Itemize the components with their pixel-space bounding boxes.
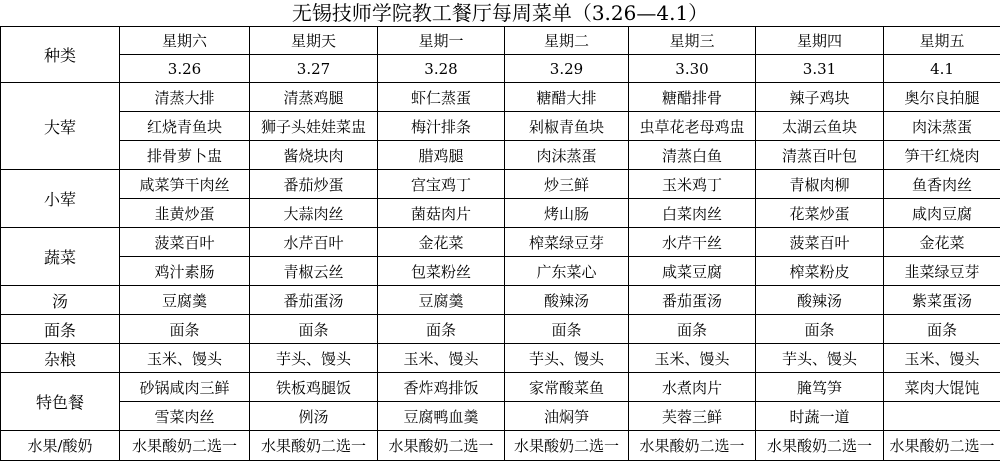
dish-cell: 笋干红烧肉 bbox=[884, 141, 1000, 170]
dish-cell: 家常酸菜鱼 bbox=[505, 373, 629, 402]
dish-cell: 菠菜百叶 bbox=[756, 228, 884, 257]
dish-cell: 韭黄炒蛋 bbox=[120, 199, 250, 228]
weekday-header: 星期四 bbox=[756, 27, 884, 55]
dish-cell: 面条 bbox=[884, 315, 1000, 344]
dish-cell: 水果酸奶二选一 bbox=[250, 431, 378, 461]
dish-cell: 宫宝鸡丁 bbox=[378, 170, 505, 199]
dish-cell: 红烧青鱼块 bbox=[120, 112, 250, 141]
weekday-header: 星期五 bbox=[884, 27, 1000, 55]
fruit-row bbox=[1, 431, 1000, 461]
dish-cell: 腌笃笋 bbox=[756, 373, 884, 402]
date-header: 3.29 bbox=[505, 55, 629, 83]
table-row bbox=[1, 344, 1000, 373]
dish-cell: 花菜炒蛋 bbox=[756, 199, 884, 228]
dish-cell: 面条 bbox=[629, 315, 756, 344]
menu-title: 无锡技师学院教工餐厅每周菜单（3.26—4.1） bbox=[291, 1, 709, 25]
dish-cell: 大蒜肉丝 bbox=[250, 199, 378, 228]
dish-cell: 番茄蛋汤 bbox=[629, 286, 756, 315]
dish-cell: 玉米、馒头 bbox=[120, 344, 250, 373]
category-label: 水果/酸奶 bbox=[1, 431, 120, 461]
category-label: 特色餐 bbox=[1, 373, 120, 431]
dish-cell: 包菜粉丝 bbox=[378, 257, 505, 286]
dish-cell: 番茄蛋汤 bbox=[250, 286, 378, 315]
dish-cell: 水煮肉片 bbox=[629, 373, 756, 402]
table-row bbox=[1, 286, 1000, 315]
dish-cell: 番茄炒蛋 bbox=[250, 170, 378, 199]
dish-cell: 鱼香肉丝 bbox=[884, 170, 1000, 199]
dish-cell: 排骨萝卜盅 bbox=[120, 141, 250, 170]
dish-cell: 糖醋排骨 bbox=[629, 83, 756, 112]
dish-cell: 白菜肉丝 bbox=[629, 199, 756, 228]
weekday-header: 星期天 bbox=[250, 27, 378, 55]
date-header: 3.26 bbox=[120, 55, 250, 83]
category-label: 大荤 bbox=[1, 83, 120, 170]
dish-cell: 清蒸白鱼 bbox=[629, 141, 756, 170]
dish-cell: 青椒肉柳 bbox=[756, 170, 884, 199]
dish-cell: 清蒸鸡腿 bbox=[250, 83, 378, 112]
dish-cell: 金花菜 bbox=[884, 228, 1000, 257]
table-row bbox=[1, 402, 1000, 431]
dish-cell: 水果酸奶二选一 bbox=[756, 431, 884, 461]
date-header: 3.27 bbox=[250, 55, 378, 83]
dish-cell: 芋头、馒头 bbox=[756, 344, 884, 373]
dish-cell: 剁椒青鱼块 bbox=[505, 112, 629, 141]
dish-cell: 砂锅咸肉三鲜 bbox=[120, 373, 250, 402]
table-row bbox=[1, 170, 1000, 199]
dish-cell: 虫草花老母鸡盅 bbox=[629, 112, 756, 141]
dish-cell: 太湖云鱼块 bbox=[756, 112, 884, 141]
dish-cell: 狮子头娃娃菜盅 bbox=[250, 112, 378, 141]
dish-cell: 例汤 bbox=[250, 402, 378, 431]
date-header: 3.31 bbox=[756, 55, 884, 83]
dish-cell: 面条 bbox=[505, 315, 629, 344]
dish-cell: 糖醋大排 bbox=[505, 83, 629, 112]
weekday-header: 星期一 bbox=[378, 27, 505, 55]
dish-cell: 梅汁排条 bbox=[378, 112, 505, 141]
table-row bbox=[1, 141, 1000, 170]
category-label: 汤 bbox=[1, 286, 120, 315]
category-header: 种类 bbox=[1, 27, 120, 83]
dish-cell: 辣子鸡块 bbox=[756, 83, 884, 112]
category-label: 杂粮 bbox=[1, 344, 120, 373]
table-row bbox=[1, 228, 1000, 257]
dish-cell: 面条 bbox=[378, 315, 505, 344]
dish-cell: 水果酸奶二选一 bbox=[505, 431, 629, 461]
table-row bbox=[1, 112, 1000, 141]
dish-cell: 水果酸奶二选一 bbox=[378, 431, 505, 461]
dish-cell: 韭菜绿豆芽 bbox=[884, 257, 1000, 286]
dish-cell bbox=[884, 402, 1000, 431]
dish-cell: 榨菜粉皮 bbox=[756, 257, 884, 286]
dish-cell: 玉米、馒头 bbox=[884, 344, 1000, 373]
dish-cell: 广东菜心 bbox=[505, 257, 629, 286]
table-row bbox=[1, 83, 1000, 112]
dish-cell: 面条 bbox=[120, 315, 250, 344]
dish-cell: 金花菜 bbox=[378, 228, 505, 257]
dish-cell: 炒三鲜 bbox=[505, 170, 629, 199]
table-row bbox=[1, 199, 1000, 228]
dish-cell: 芙蓉三鲜 bbox=[629, 402, 756, 431]
dish-cell: 水芹干丝 bbox=[629, 228, 756, 257]
dish-cell: 玉米鸡丁 bbox=[629, 170, 756, 199]
dish-cell: 虾仁蒸蛋 bbox=[378, 83, 505, 112]
weekday-header: 星期三 bbox=[629, 27, 756, 55]
dish-cell: 时蔬一道 bbox=[756, 402, 884, 431]
dish-cell: 酸辣汤 bbox=[505, 286, 629, 315]
weekly-menu-table bbox=[0, 26, 1000, 461]
category-label: 面条 bbox=[1, 315, 120, 344]
dish-cell: 肉沫蒸蛋 bbox=[505, 141, 629, 170]
dish-cell: 奥尔良拍腿 bbox=[884, 83, 1000, 112]
dish-cell: 烤山肠 bbox=[505, 199, 629, 228]
weekday-header: 星期二 bbox=[505, 27, 629, 55]
dish-cell: 酱烧块肉 bbox=[250, 141, 378, 170]
dish-cell: 咸菜豆腐 bbox=[629, 257, 756, 286]
dish-cell: 青椒云丝 bbox=[250, 257, 378, 286]
table-row bbox=[1, 315, 1000, 344]
date-header: 3.28 bbox=[378, 55, 505, 83]
dish-cell: 铁板鸡腿饭 bbox=[250, 373, 378, 402]
dish-cell: 腊鸡腿 bbox=[378, 141, 505, 170]
dish-cell: 酸辣汤 bbox=[756, 286, 884, 315]
dish-cell: 雪菜肉丝 bbox=[120, 402, 250, 431]
dish-cell: 豆腐羹 bbox=[378, 286, 505, 315]
table-row bbox=[1, 257, 1000, 286]
weekday-header: 星期六 bbox=[120, 27, 250, 55]
dish-cell: 水果酸奶二选一 bbox=[120, 431, 250, 461]
category-label: 小荤 bbox=[1, 170, 120, 228]
dish-cell: 香炸鸡排饭 bbox=[378, 373, 505, 402]
table-row bbox=[1, 373, 1000, 402]
dish-cell: 榨菜绿豆芽 bbox=[505, 228, 629, 257]
dish-cell: 油焖笋 bbox=[505, 402, 629, 431]
dish-cell: 面条 bbox=[250, 315, 378, 344]
dish-cell: 菠菜百叶 bbox=[120, 228, 250, 257]
dish-cell: 咸菜笋干肉丝 bbox=[120, 170, 250, 199]
dish-cell: 水果酸奶二选一 bbox=[629, 431, 756, 461]
date-header: 3.30 bbox=[629, 55, 756, 83]
dish-cell: 豆腐羹 bbox=[120, 286, 250, 315]
dish-cell: 芋头、馒头 bbox=[250, 344, 378, 373]
dish-cell: 肉沫蒸蛋 bbox=[884, 112, 1000, 141]
dish-cell: 水果酸奶二选一 bbox=[884, 431, 1000, 461]
dish-cell: 水芹百叶 bbox=[250, 228, 378, 257]
dish-cell: 清蒸百叶包 bbox=[756, 141, 884, 170]
category-label: 蔬菜 bbox=[1, 228, 120, 286]
date-header: 4.1 bbox=[884, 55, 1000, 83]
dish-cell: 面条 bbox=[756, 315, 884, 344]
weekday-row bbox=[1, 27, 1000, 55]
dish-cell: 鸡汁素肠 bbox=[120, 257, 250, 286]
dish-cell: 菜肉大馄饨 bbox=[884, 373, 1000, 402]
dish-cell: 菌菇肉片 bbox=[378, 199, 505, 228]
dish-cell: 咸肉豆腐 bbox=[884, 199, 1000, 228]
dish-cell: 清蒸大排 bbox=[120, 83, 250, 112]
dish-cell: 玉米、馒头 bbox=[378, 344, 505, 373]
dish-cell: 芋头、馒头 bbox=[505, 344, 629, 373]
date-row bbox=[1, 55, 1000, 83]
dish-cell: 紫菜蛋汤 bbox=[884, 286, 1000, 315]
dish-cell: 玉米、馒头 bbox=[629, 344, 756, 373]
dish-cell: 豆腐鸭血羹 bbox=[378, 402, 505, 431]
